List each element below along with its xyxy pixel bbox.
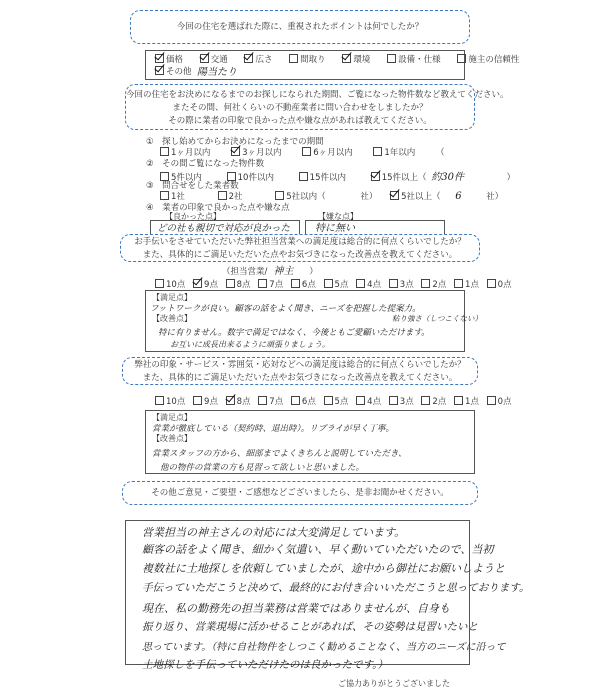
q2-good-answer: どの社も親切で対応が良かった bbox=[157, 223, 291, 234]
q2-option[interactable]: 10件以内 bbox=[227, 171, 274, 183]
q1-question: 今回の住宅を選ばれた際に、重視されたポイントは何でしたか？ bbox=[176, 22, 424, 32]
checkbox[interactable] bbox=[218, 191, 227, 200]
checkbox[interactable] bbox=[454, 396, 463, 405]
q2-item4-label: ④ 業者の印象で良かった点や嫌な点 bbox=[146, 203, 290, 213]
q5-comment-line: 顧客の話をよく聞き、細かく気遣い、早く動いていただいたので、当初 bbox=[142, 543, 494, 556]
q5-comment-line: 営業担当の神主さんの対応には大変満足しています。 bbox=[142, 526, 406, 539]
checkbox[interactable] bbox=[487, 396, 496, 405]
checkbox[interactable] bbox=[258, 279, 267, 288]
paren: ） bbox=[506, 173, 516, 183]
q5-comment-line: 思っています。（特に自社物件をしつこく勧めることなく、当方のニーズに沿って bbox=[142, 642, 506, 653]
checkbox[interactable] bbox=[160, 147, 169, 156]
q5-comment-line: 複数社に土地探しを依頼していましたが、途中から御社にお願いしようと bbox=[142, 562, 505, 575]
q1-option[interactable]: 価格 bbox=[155, 53, 183, 65]
q3-question-box bbox=[120, 234, 480, 262]
q3-score-option[interactable]: 4点 bbox=[356, 278, 381, 290]
q2-item3-answer: 6 bbox=[455, 191, 462, 202]
q3-score-option[interactable]: 10点 bbox=[155, 278, 185, 290]
checkbox[interactable] bbox=[289, 54, 298, 63]
q5-comment-line: 振り返り、営業現場に活かせることがあれば、その姿勢は見習いたいと bbox=[142, 621, 478, 633]
checkbox[interactable] bbox=[390, 191, 399, 200]
q1-option[interactable]: 設備・仕様 bbox=[387, 53, 441, 65]
q3-question-line: お手伝いをさせていただいた弊社担当営業への満足度は総合的に何点くらいでしたか？ bbox=[134, 237, 466, 247]
q3-score-scale bbox=[155, 278, 517, 290]
q4-score-option[interactable]: 5点 bbox=[324, 395, 349, 407]
q2-option[interactable]: 1年以内 bbox=[373, 146, 415, 158]
q4-good-answer: 営業が徹底している（契約時、退出時）。リプライが早く丁寧。 bbox=[152, 424, 394, 434]
checkbox[interactable] bbox=[193, 279, 202, 288]
q1-other-answer: 陽当たり bbox=[197, 67, 237, 78]
q3-score-option[interactable]: 3点 bbox=[389, 278, 414, 290]
q3-good-label: 【満足点】 bbox=[152, 293, 192, 302]
q4-question-box bbox=[122, 357, 478, 385]
q4-score-option[interactable]: 10点 bbox=[155, 395, 185, 407]
checkbox[interactable] bbox=[291, 396, 300, 405]
q2-question-box bbox=[125, 84, 509, 130]
checkbox[interactable] bbox=[356, 396, 365, 405]
checkbox[interactable] bbox=[356, 279, 365, 288]
q3-score-option[interactable]: 8点 bbox=[226, 278, 251, 290]
q3-score-option[interactable]: 6点 bbox=[291, 278, 316, 290]
checkbox[interactable] bbox=[291, 279, 300, 288]
checkbox[interactable] bbox=[275, 191, 284, 200]
q2-question-line: またその間、何社くらいの不動産業者に問い合わせをしましたか？ bbox=[172, 103, 428, 113]
q2-item2-label: ② その間ご覧になった物件数 bbox=[146, 159, 265, 169]
q4-score-option[interactable]: 1点 bbox=[454, 395, 479, 407]
checkbox[interactable] bbox=[421, 279, 430, 288]
checkbox[interactable] bbox=[373, 147, 382, 156]
q4-score-option[interactable]: 0点 bbox=[487, 395, 512, 407]
q2-option[interactable]: 3ヶ月以内 bbox=[231, 146, 281, 158]
q4-score-option[interactable]: 7点 bbox=[258, 395, 283, 407]
q1-option[interactable]: 施主の信頼性 bbox=[457, 53, 519, 65]
q4-question-line: 弊社の印象・サービス・雰囲気・応対などへの満足度は総合的に何点くらいでしたか？ bbox=[134, 360, 466, 370]
q2-bad-answer: 特に無い bbox=[315, 223, 355, 234]
paren: （ bbox=[436, 148, 445, 158]
q2-item3-label: ③ 問合せをした業者数 bbox=[146, 181, 239, 191]
checkbox[interactable] bbox=[457, 54, 466, 63]
checkbox[interactable] bbox=[244, 54, 253, 63]
checkbox[interactable] bbox=[454, 279, 463, 288]
q4-improve-answer-2: 他の物件の営業の方も見習って欲しいと思いました。 bbox=[160, 463, 365, 473]
q2-item1-label: ① 探し始めてからお決めになったまでの期間 bbox=[146, 137, 324, 147]
q5-comment-line: 土地探しを手伝っていただけたのは良かったです。） bbox=[142, 659, 388, 671]
q3-improve-answer: 特に有りません。数字で満足ではなく、今後ともご愛顧いただけます。 bbox=[158, 328, 430, 338]
q5-question: その他ご意見・ご要望・ご感想などございましたら、是非お聞かせください。 bbox=[151, 488, 449, 498]
q2-question-line: その際に業者の印象で良かった点や嫌な点があれば教えてください。 bbox=[168, 116, 432, 126]
checkbox[interactable] bbox=[487, 279, 496, 288]
q2-option[interactable]: 1社 bbox=[160, 190, 185, 202]
q2-option[interactable]: 5件以内 bbox=[160, 171, 202, 183]
q3-improve-label: 【改善点】 bbox=[152, 314, 192, 323]
q2-good-label: 【良かった点】 bbox=[165, 212, 221, 221]
q3-staff bbox=[222, 262, 318, 277]
staff-label: （担当営業/ bbox=[222, 267, 268, 277]
q1-other: その他 bbox=[155, 65, 192, 77]
q3-score-option[interactable]: 0点 bbox=[487, 278, 512, 290]
q4-score-option[interactable]: 9点 bbox=[193, 395, 218, 407]
q3-good-answer-2: 粘り強さ（しつこくない） bbox=[392, 314, 482, 323]
q4-improve-answer: 営業スタッフの方から、細部までよくきちんと説明していただき、 bbox=[152, 449, 407, 459]
checkbox[interactable] bbox=[258, 396, 267, 405]
checkbox[interactable] bbox=[231, 147, 240, 156]
q2-option[interactable]: 5社以上（ bbox=[390, 190, 440, 202]
checkbox[interactable] bbox=[389, 396, 398, 405]
q3-score-option[interactable]: 5点 bbox=[324, 278, 349, 290]
checkbox[interactable] bbox=[226, 279, 235, 288]
q2-option[interactable]: 15件以内 bbox=[299, 171, 346, 183]
q2-option[interactable]: 15件以上（ bbox=[371, 171, 427, 183]
q2-option[interactable]: 1ヶ月以内 bbox=[160, 146, 210, 158]
checkbox[interactable] bbox=[389, 279, 398, 288]
q1-option[interactable]: 環境 bbox=[342, 53, 370, 65]
q1-option[interactable]: 広さ bbox=[244, 53, 272, 65]
q2-option[interactable]: 5社以内（ bbox=[275, 190, 325, 202]
q4-score-scale bbox=[155, 395, 517, 407]
q1-question-box bbox=[130, 10, 470, 44]
checkbox[interactable] bbox=[324, 279, 333, 288]
checkbox[interactable] bbox=[302, 147, 311, 156]
checkbox[interactable] bbox=[160, 191, 169, 200]
paren: ） bbox=[309, 267, 318, 277]
q3-score-option[interactable]: 9点 bbox=[193, 278, 218, 290]
q4-question-line: また、具体的にご満足いただいた点やお気づきになった改善点を教えてください。 bbox=[142, 373, 458, 383]
q1-option[interactable]: 間取り bbox=[289, 53, 326, 65]
checkbox[interactable] bbox=[200, 54, 209, 63]
q2-option[interactable]: 2社 bbox=[218, 190, 243, 202]
q5-comment-line: 現在、私の勤務先の担当業務は営業ではありませんが、自身も bbox=[142, 602, 450, 615]
q5-question-box bbox=[122, 481, 478, 505]
q4-score-option[interactable]: 8点 bbox=[226, 395, 251, 407]
checkbox[interactable] bbox=[155, 279, 164, 288]
q2-option[interactable]: 6ヶ月以内 bbox=[302, 146, 352, 158]
thanks-note: ご協力ありがとうございました bbox=[338, 679, 450, 688]
q2-question-line: 今回の住宅をお決めになるまでのお探しになられた期間、ご覧になった物件数など教えてください。 bbox=[126, 90, 509, 100]
staff-answer: 神主 bbox=[273, 266, 294, 277]
checkbox[interactable] bbox=[193, 396, 202, 405]
q5-comment-line: 手伝っていただこうと決めて、最終的にお付き合いいただこうと思っております。 bbox=[142, 582, 530, 594]
paren: 社） bbox=[360, 192, 378, 202]
checkbox[interactable] bbox=[226, 396, 235, 405]
q2-bad-label: 【嫌な点】 bbox=[318, 212, 358, 221]
q4-score-option[interactable]: 4点 bbox=[356, 395, 381, 407]
q4-score-option[interactable]: 3点 bbox=[389, 395, 414, 407]
checkbox[interactable] bbox=[155, 396, 164, 405]
q4-score-option[interactable]: 2点 bbox=[421, 395, 446, 407]
checkbox[interactable] bbox=[342, 54, 351, 63]
q4-improve-label: 【改善点】 bbox=[152, 434, 192, 443]
q1-option[interactable]: 交通 bbox=[200, 53, 228, 65]
paren: 社） bbox=[486, 192, 504, 202]
q4-score-option[interactable]: 6点 bbox=[291, 395, 316, 407]
q3-question-line: また、具体的にご満足いただいた点やお気づきになった改善点を教えてください。 bbox=[142, 250, 458, 260]
q2-item2-answer: 約30件 bbox=[431, 172, 464, 183]
q3-good-answer: フットワークが良い。顧客の話をよく聞き、ニーズを把握した提案力。 bbox=[150, 304, 421, 314]
checkbox[interactable] bbox=[387, 54, 396, 63]
checkbox[interactable] bbox=[324, 396, 333, 405]
q3-score-option[interactable]: 2点 bbox=[421, 278, 446, 290]
q4-good-label: 【満足点】 bbox=[152, 413, 192, 422]
checkbox[interactable] bbox=[155, 66, 164, 75]
checkbox[interactable] bbox=[421, 396, 430, 405]
q3-score-option[interactable]: 1点 bbox=[454, 278, 479, 290]
q3-score-option[interactable]: 7点 bbox=[258, 278, 283, 290]
checkbox[interactable] bbox=[371, 172, 380, 181]
checkbox[interactable] bbox=[299, 172, 308, 181]
q3-improve-answer-2: お互いに成長出来るように頑張りましょう。 bbox=[170, 340, 330, 349]
